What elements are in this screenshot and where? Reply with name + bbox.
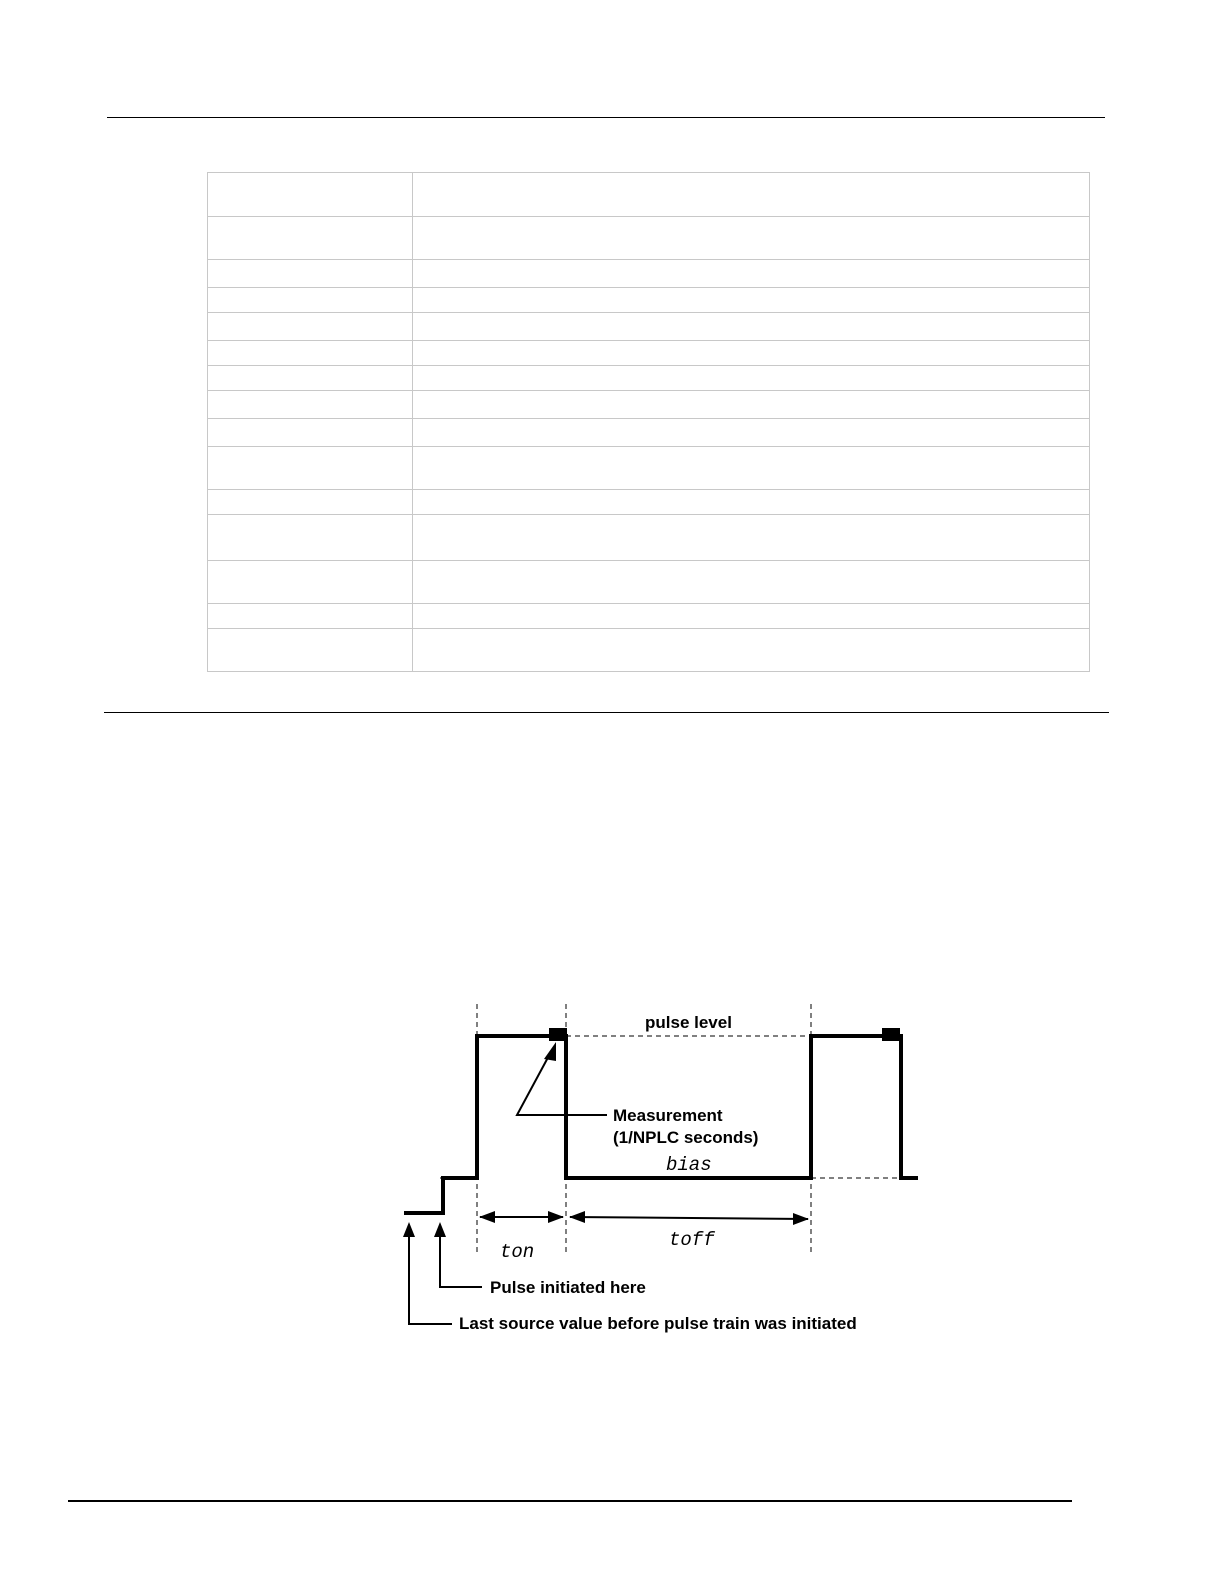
toff-label: toff: [669, 1229, 715, 1251]
pulse-level-label: pulse level: [645, 1013, 732, 1032]
measurement-arrowhead: [544, 1042, 556, 1061]
ton-arrowhead-left: [479, 1211, 495, 1223]
ton-arrowhead-right: [548, 1211, 564, 1223]
toff-arrowhead-left: [569, 1211, 585, 1223]
bias-label: bias: [666, 1154, 712, 1176]
toff-arrowhead-right: [793, 1213, 809, 1225]
measurement-sublabel: (1/NPLC seconds): [613, 1128, 759, 1147]
measurement-callout-line: [517, 1050, 607, 1115]
last-source-leader: [409, 1226, 452, 1324]
last-source-arrowhead: [403, 1222, 415, 1237]
last-source-label: Last source value before pulse train was initiated: [459, 1314, 857, 1333]
toff-arrow-line: [570, 1217, 808, 1219]
pulse-initiated-leader: [440, 1226, 482, 1287]
pulse-initiated-label: Pulse initiated here: [490, 1278, 646, 1297]
measurement-label: Measurement: [613, 1106, 723, 1125]
pulse-initiated-arrowhead: [434, 1222, 446, 1237]
measurement-marker-1: [549, 1028, 567, 1041]
measurement-marker-2: [882, 1028, 900, 1041]
footer-rule: [68, 1500, 1072, 1502]
ton-label: ton: [500, 1241, 535, 1263]
